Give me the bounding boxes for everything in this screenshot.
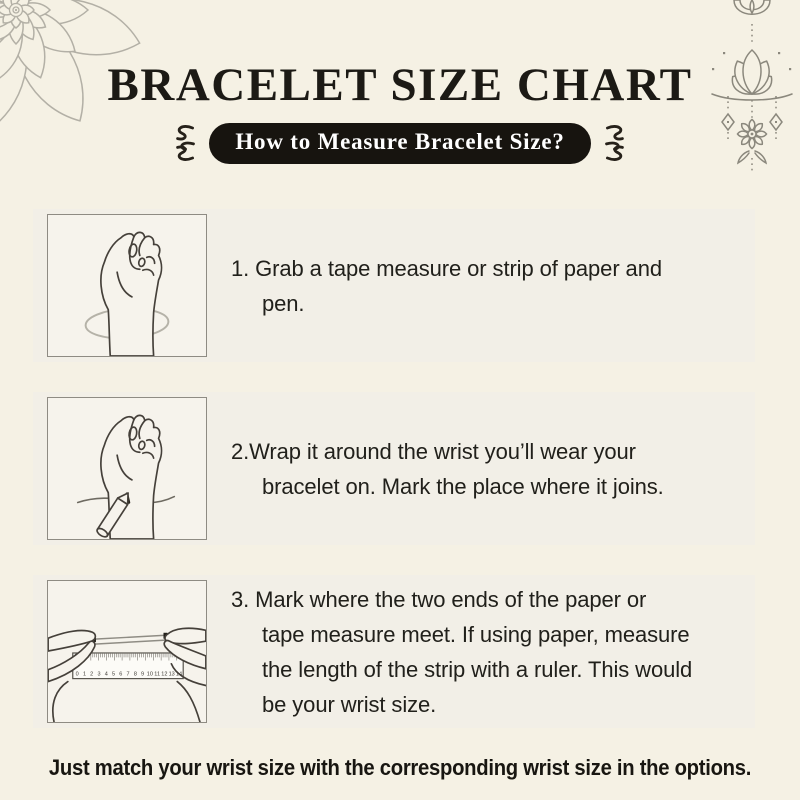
svg-text:11: 11: [154, 671, 161, 678]
svg-text:14: 14: [175, 671, 183, 678]
svg-text:1: 1: [82, 671, 87, 678]
svg-text:6: 6: [119, 671, 123, 678]
svg-text:4: 4: [104, 671, 108, 678]
page-title: BRACELET SIZE CHART: [107, 59, 693, 111]
step-2-illustration-box: [47, 397, 207, 540]
step-text-line: tape measure meet. If using paper, measure: [262, 621, 690, 647]
svg-text:10: 10: [146, 671, 153, 678]
svg-text:5: 5: [111, 671, 116, 678]
step-text-line: pen.: [262, 290, 305, 316]
step-text-line: 1. Grab a tape measure or strip of paper and: [231, 255, 662, 281]
step-1-text: [231, 251, 662, 321]
hands-measuring-with-ruler-icon: [48, 581, 206, 722]
svg-text:9: 9: [141, 671, 145, 678]
svg-text:7: 7: [126, 671, 130, 678]
step-3-illustration-box: [47, 580, 207, 723]
mandala-flower-icon: [0, 0, 146, 144]
step-3-text: [231, 582, 692, 722]
step-2-text: [231, 434, 664, 504]
svg-text:2: 2: [90, 671, 94, 678]
step-text-line: bracelet on. Mark the place where it joins.: [262, 473, 664, 499]
fist-with-bracelet-icon: [48, 215, 206, 356]
step-text-line: 2.Wrap it around the wrist you’ll wear your: [231, 438, 636, 464]
flourish-left-icon: [167, 121, 197, 165]
step-text-line: 3. Mark where the two ends of the paper or: [231, 586, 647, 612]
steps-section: [33, 209, 755, 728]
step-text-line: the length of the strip with a ruler. This would: [262, 656, 693, 682]
how-to-measure-badge: How to Measure Bracelet Size?: [209, 123, 590, 164]
ruler-numbers: [76, 672, 182, 678]
svg-text:0: 0: [75, 671, 79, 678]
flourish-right-icon: [603, 121, 633, 165]
step-row-3: [33, 575, 755, 728]
step-row-1: [33, 209, 755, 362]
svg-text:8: 8: [133, 671, 137, 678]
fist-with-pen-marking-icon: [48, 398, 206, 539]
step-1-illustration-box: [47, 214, 207, 357]
step-row-2: [33, 392, 755, 545]
svg-text:12: 12: [161, 671, 168, 678]
lotus-moon-pendant-icon: [688, 0, 800, 172]
svg-text:3: 3: [97, 671, 101, 678]
footer-note: Just match your wrist size with the corresponding wrist size in the options.: [48, 755, 752, 780]
svg-text:13: 13: [168, 671, 175, 678]
step-text-line: be your wrist size.: [262, 691, 437, 717]
